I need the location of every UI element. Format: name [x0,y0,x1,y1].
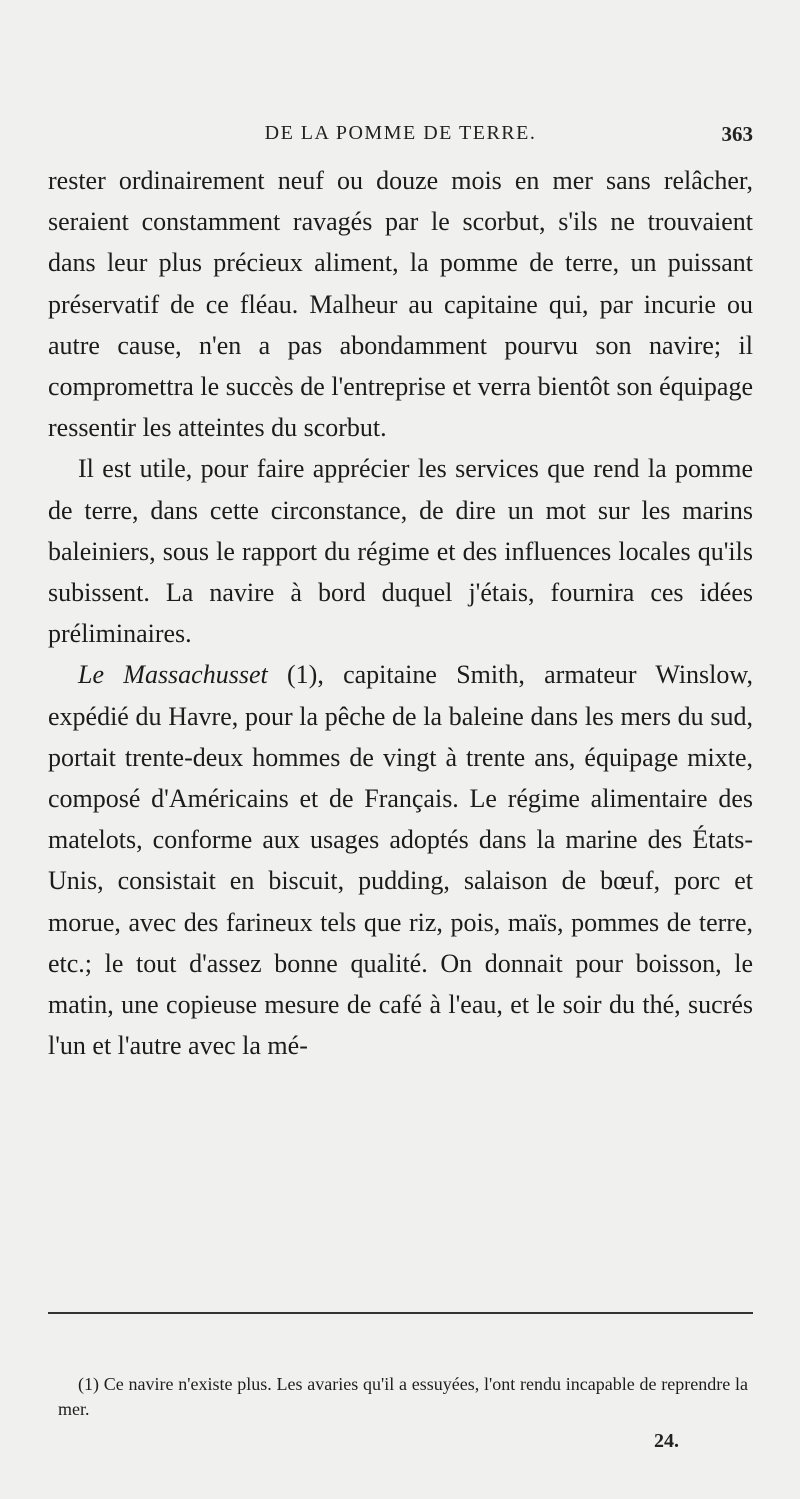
page-header [48,118,753,158]
running-title: DE LA POMME DE TERRE. [264,122,537,144]
footnote-rule [48,1312,753,1314]
paragraph-3 [48,654,753,1066]
paragraph-2: Il est utile, pour faire apprécier les services que rend la pomme de terre, dans cette circonstance, de dire un mot sur les marins baleiniers, sous le rapport du régime et des influences locales qu'ils subissent. La navire à bord duquel j'étais, fournira ces idées préliminaires. [48,454,753,649]
main-text [48,160,753,1066]
paragraph-3-text: (1), capitaine Smith, armateur Winslow, expédié du Havre, pour la pêche de la baleine dans les mers du sud, portait trente-deux hommes de vingt à trente ans, équipage mixte, composé d'Américains et de Français. Le régime alimentaire des matelots, conforme aux usages adoptés dans la marine des États-Unis, consistait en biscuit, pudding, salaison de bœuf, porc et morue, avec des farineux tels que riz, pois, maïs, pommes de terre, etc.; le tout d'assez bonne qualité. On donnait pour boisson, le matin, une copieuse mesure de café à l'eau, et le soir du thé, sucrés l'un et l'autre avec la mé- [48,660,753,1061]
signature-mark: 24. [654,1430,679,1452]
footnote: (1) Ce navire n'existe plus. Les avaries qu'il a essuyées, l'ont rendu incapable de reprendre la mer. [58,1374,748,1419]
paragraph-1: rester ordinairement neuf ou douze mois en mer sans relâcher, seraient constamment ravagés par le scorbut, s'ils ne trouvaient dans leur plus précieux aliment, la pomme de terre, un puissant préservatif de ce fléau. Malheur au capitaine qui, par incurie ou autre cause, n'en a pas abondamment pourvu son navire; il compromettra le succès de l'entreprise et verra bientôt son équipage ressentir les atteintes du scorbut. [48,166,753,443]
page-number: 363 [721,122,753,146]
ship-name: Le Massachusset [78,660,268,690]
